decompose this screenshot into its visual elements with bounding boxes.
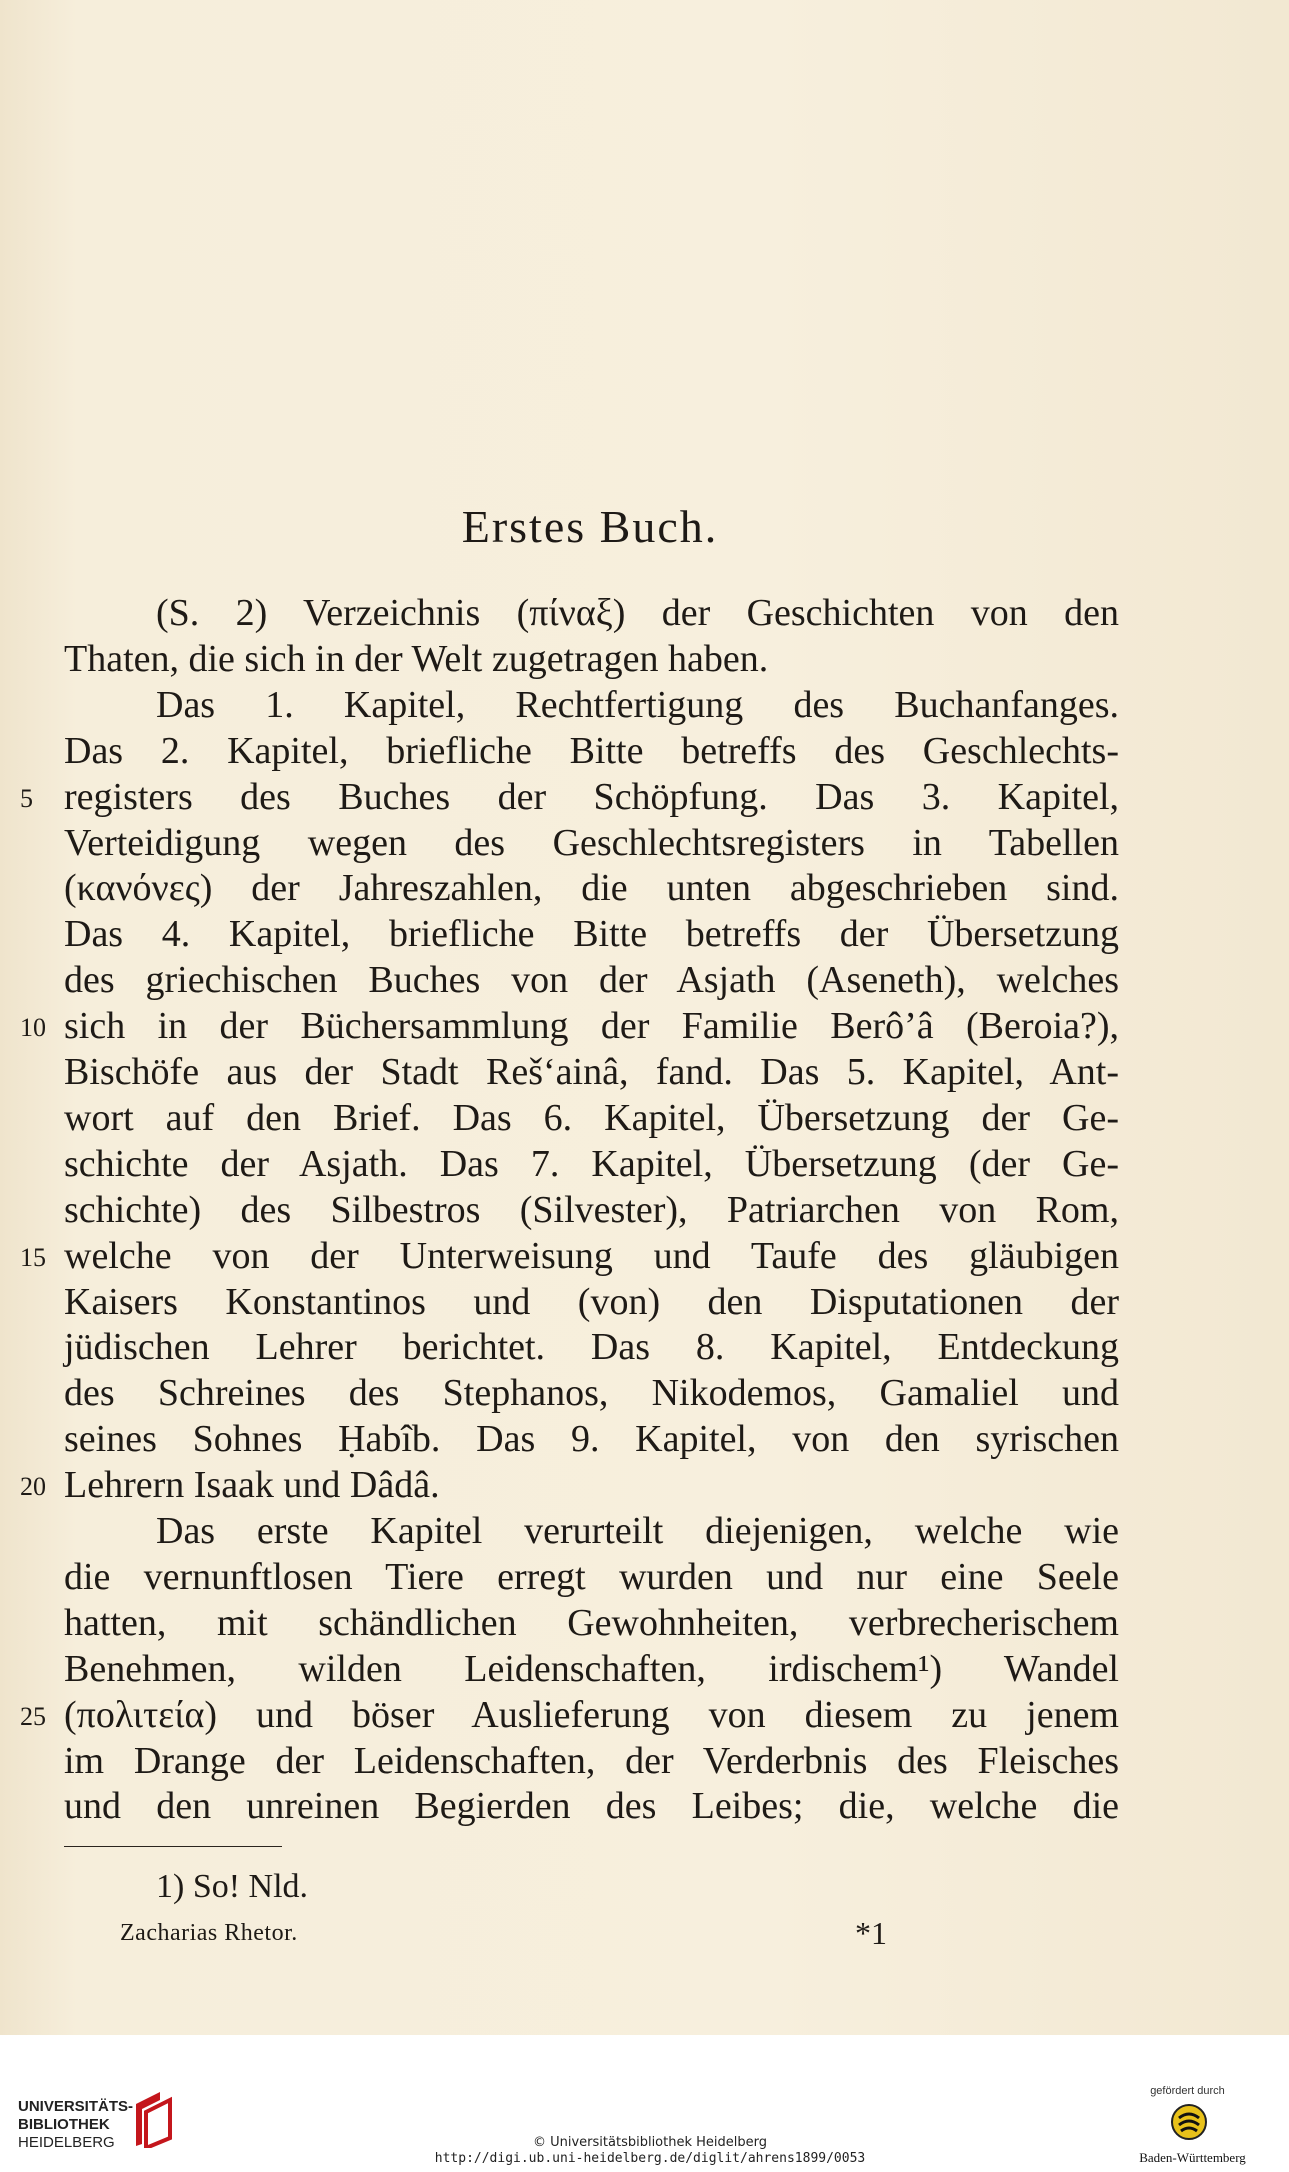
line-number: 5 (20, 784, 33, 813)
line-number: 15 (20, 1243, 46, 1272)
line-number: 25 (20, 1702, 46, 1731)
text-line: und den unreinen Begierden des Leibes; die, welche die (64, 1785, 1119, 1827)
text-line: schichte der Asjath. Das 7. Kapitel, Übersetzung (der Ge- (64, 1143, 1119, 1185)
text-line: registers des Buches der Schöpfung. Das 3. Kapitel, (64, 776, 1119, 818)
text-line: des Schreines des Stephanos, Nikodemos, Gamaliel und (64, 1372, 1119, 1414)
line-number: 20 (20, 1472, 46, 1501)
signature-mark: Zacharias Rhetor. (120, 1920, 298, 1946)
text-line: Verteidigung wegen des Geschlechtsregisters in Tabellen (64, 822, 1119, 864)
text-line: schichte) des Silbestros (Silvester), Patriarchen von Rom, (64, 1189, 1119, 1231)
text-line: (S. 2) Verzeichnis (πίναξ) der Geschichten von den (156, 592, 1119, 634)
text-line: welche von der Unterweisung und Taufe des gläubigen (64, 1235, 1119, 1277)
text-line: Das 2. Kapitel, briefliche Bitte betreffs des Geschlechts- (64, 730, 1119, 772)
text-line: Das erste Kapitel verurteilt diejenigen, welche wie (156, 1510, 1119, 1552)
text-line: (πολιτεία) und böser Auslieferung von diesem zu jenem (64, 1694, 1119, 1736)
library-name-line3: HEIDELBERG (18, 2134, 115, 2151)
text-line: jüdischen Lehrer berichtet. Das 8. Kapitel, Entdeckung (64, 1326, 1119, 1368)
text-line: Kaisers Konstantinos und (von) den Disputationen der (64, 1281, 1119, 1323)
text-line: die vernunftlosen Tiere erregt wurden und nur eine Seele (64, 1556, 1119, 1598)
text-line: sich in der Büchersammlung der Familie Berô’â (Beroia?), (64, 1005, 1119, 1047)
library-name-line2: BIBLIOTHEK (18, 2116, 110, 2133)
text-line: Das 1. Kapitel, Rechtfertigung des Buchanfanges. (156, 684, 1119, 726)
text-line: Lehrern Isaak und Dâdâ. (64, 1464, 440, 1506)
chapter-heading: Erstes Buch. (461, 501, 719, 552)
text-line: im Drange der Leidenschaften, der Verderbnis des Fleisches (64, 1740, 1119, 1782)
text-line: seines Sohnes Ḥabîb. Das 9. Kapitel, von den syrischen (64, 1418, 1119, 1460)
funder-name: Baden-Württemberg (1139, 2150, 1246, 2165)
library-logo-icon (130, 2090, 178, 2148)
funding-label: gefördert durch (1150, 2085, 1225, 2097)
state-crest-icon (1170, 2100, 1208, 2144)
text-line: hatten, mit schändlichen Gewohnheiten, verbrecherischem (64, 1602, 1119, 1644)
text-line: Das 4. Kapitel, briefliche Bitte betreffs der Übersetzung (64, 913, 1119, 955)
text-line: Bischöfe aus der Stadt Reš‘ainâ, fand. Das 5. Kapitel, Ant- (64, 1051, 1119, 1093)
permalink[interactable]: http://digi.ub.uni-heidelberg.de/diglit/ahrens1899/0053 (434, 2151, 866, 2166)
copyright-notice (400, 2135, 900, 2167)
text-line: wort auf den Brief. Das 6. Kapitel, Übersetzung der Ge- (64, 1097, 1119, 1139)
library-name-line1: UNIVERSITÄTS- (18, 2098, 134, 2115)
line-number: 10 (20, 1013, 46, 1042)
signature-number: *1 (855, 1915, 887, 1951)
text-line: Benehmen, wilden Leidenschaften, irdischem¹) Wandel (64, 1648, 1119, 1690)
text-line: Thaten, die sich in der Welt zugetragen haben. (64, 638, 769, 680)
footnote-rule (64, 1846, 282, 1847)
text-line: des griechischen Buches von der Asjath (Aseneth), welches (64, 959, 1119, 1001)
text-line: (κανόνες) der Jahreszahlen, die unten abgeschrieben sind. (64, 867, 1119, 909)
footnote: 1) So! Nld. (156, 1868, 309, 1905)
library-logo-text (18, 2098, 133, 2152)
copyright-text: © Universitätsbibliothek Heidelberg (532, 2135, 767, 2150)
